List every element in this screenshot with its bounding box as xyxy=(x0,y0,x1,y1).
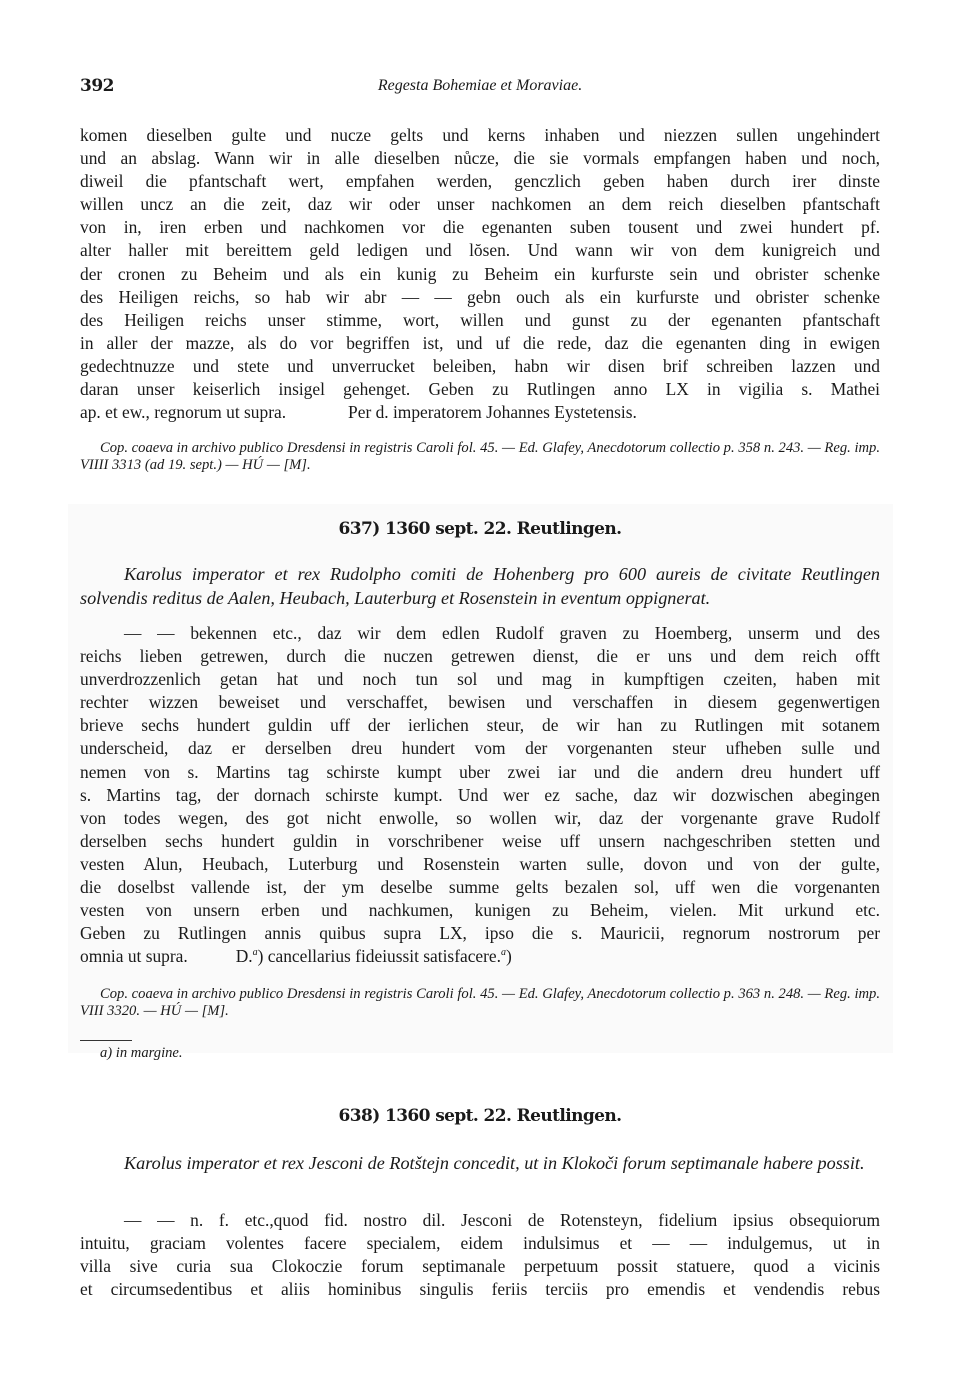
text-line: gedechtnuzze und stete und unverrucket beleiben, habn wir disen brif schreiben lazzen und xyxy=(80,355,880,376)
text-line: des Heiligen reichs unser stimme, wort, willen und gunst zu der egenanten pfantschaft xyxy=(80,309,880,330)
page-number: 392 xyxy=(80,76,114,96)
entry-text-637 xyxy=(80,622,880,968)
running-title: Regesta Bohemiae et Moraviae. xyxy=(377,77,583,94)
entry-summary-637: Karolus imperator et rex Rudolpho comiti de Hohenberg pro 600 aureis de civitate Reutlingen solvendis reditus de Aalen, Heubach, Lauterburg et Rosenstein in eventum oppignerat. xyxy=(80,564,880,608)
text-line: Geben zu Rutlingen annis quibus supra LX, ipso die s. Mauricii, regnorum nostrorum per xyxy=(80,923,880,944)
text-line-closing xyxy=(80,401,880,424)
text-line: von todes wegen, des got nicht enwolle, so wollen wir, daz der vorgenante grave Rudolf xyxy=(80,807,880,828)
text-line: — — n. f. etc.,quod fid. nostro dil. Jesconi de Rotensteyn, fidelium ipsius obsequiorum xyxy=(124,1210,880,1230)
text-line: et circumsedentibus et aliis hominibus singulis feriis terciis pro emendis et vendendis rebus xyxy=(80,1279,880,1300)
text-line: — — bekennen etc., daz wir dem edlen Rudolf graven zu Hoemberg, unserm und des xyxy=(124,623,880,643)
chancery-note: Per d. imperatorem Johannes Eystetensis. xyxy=(348,402,637,423)
footnote-marker[interactable]: a xyxy=(252,947,258,959)
text-line: intuitu, graciam volentes facere specialem, eidem indulsimus et — — indulgemus, ut in xyxy=(80,1233,880,1254)
text-line: daran unser keiserlich insigel gehenget. Geben zu Rutlingen anno LX in vigilia s. Mathei xyxy=(80,379,880,400)
footnote-marker[interactable]: a xyxy=(501,947,506,959)
text-line: von in, iren erben und nachkomen vor die egenanten suben tousent und zwei hundert pf. xyxy=(80,217,880,238)
text-line: villa sive curia sua Clokoczie forum septimanale perpetuum possit statuere, quod a vicinis xyxy=(80,1256,880,1277)
footnote-divider xyxy=(80,1040,132,1041)
entry-text-638 xyxy=(80,1209,880,1301)
text-line: in aller der mazze, als do vor begriffen ist, und uf die rede, daz die egenanten ding in ewigen xyxy=(80,332,880,353)
text-line: brieve sechs hundert guldin uff der ierlichen steur, de wir han zu Rutlingen mit sotanem xyxy=(80,715,880,736)
text-line: diweil die pfantschaft wert, empfahen werden, genczlich geben haben durch irer dinste xyxy=(80,171,880,192)
text-line: reichs lieben getrewen, durch die nuczen getrewen dienst, die er uns und dem reich offt xyxy=(80,646,880,667)
entry-summary-638: Karolus imperator et rex Jesconi de Rotštejn concedit, ut in Klokoči forum septimanale habere possit. xyxy=(124,1153,865,1173)
dating-clause: omnia ut supra. xyxy=(80,946,188,967)
dating-clause: ap. et ew., regnorum ut supra. xyxy=(80,402,287,423)
footnote-637: a) in margine. xyxy=(100,1045,183,1061)
entry-heading-637: 637) 1360 sept. 22. Reutlingen. xyxy=(338,519,622,539)
text-line: die doselbst vallende ist, der ym deselbe summe gelts bezalen sol, uff wen die vorgenanten xyxy=(80,877,880,898)
text-line: underscheid, daz er derselben dreu hundert vom der vorgenanten steur ufheben sulle und xyxy=(80,738,880,759)
text-line: rechter wizzen beweiset und verschaffet, bewisen und verschaffen in diesem gegenwertigen xyxy=(80,692,880,713)
text-line: derselben sechs hundert guldin in vorschribener weise uff unsern nachgeschriben stetten und xyxy=(80,830,880,851)
text-line: alter haller mit bereittem geld ledigen und lŏsen. Und wann wir von dem kunigreich und xyxy=(80,240,880,261)
source-note: Cop. coaeva in archivo publico Dresdensi in registris Caroli fol. 45. — Ed. Glafey, Anecdotorum collectio p. 358 n. 243. — Reg. imp. VIIII 3313 (ad 19. sept.) — HÚ — [M]. xyxy=(80,440,880,473)
text-line: vesten von unsern erben und nachkumen, kunigen zu Beheim, vielen. Mit urkund etc. xyxy=(80,900,880,921)
text-line: willen uncz an die zeit, daz wir oder unser nachkomen an dem reich dieselben pfantschaft xyxy=(80,194,880,215)
text-line: s. Martins tag, der dornach schirste kumpt. Und wer ez sache, daz wir dozwischen abegingen xyxy=(80,784,880,805)
text-line: nemen von s. Martins tag schirste kumpt uber zwei iar und die andern dreu hundert uff xyxy=(80,761,880,782)
text-line: und an abslag. Wann wir in alle dieselben nůcze, die sie vormals empfangen haben und noch, xyxy=(80,148,880,169)
text-line-closing: omnia ut supra. D.$^a$) cancellarius fideiussit satisfacere.$^a$) xyxy=(80,946,512,967)
continuation-text xyxy=(80,124,880,424)
text-line: komen dieselben gulte und nucze gelts und kerns inhaben und niezzen sullen ungehindert xyxy=(80,125,880,145)
text-line: des Heiligen reichs, so hab wir abr — — gebn ouch als ein kurfurste und obrister schenke xyxy=(80,286,880,307)
source-note-637: Cop. coaeva in archivo publico Dresdensi in registris Caroli fol. 45. — Ed. Glafey, Anecdotorum collectio p. 363 n. 248. — Reg. imp. VIII 3320. — HÚ — [M]. xyxy=(80,986,880,1019)
running-head xyxy=(80,76,880,100)
text-line: vesten Alun, Heubach, Luterburg und Rosenstein warten sulle, dovon und von der gulte, xyxy=(80,853,880,874)
text-line: der cronen zu Beheim und als ein kunig zu Beheim ein kurfurste sein und obrister schenke xyxy=(80,263,880,284)
entry-heading-638: 638) 1360 sept. 22. Reutlingen. xyxy=(338,1106,622,1126)
text-line: unverdrozzenlich getan hat und noch tun sol und mag in kumpftigen czeiten, haben mit xyxy=(80,669,880,690)
